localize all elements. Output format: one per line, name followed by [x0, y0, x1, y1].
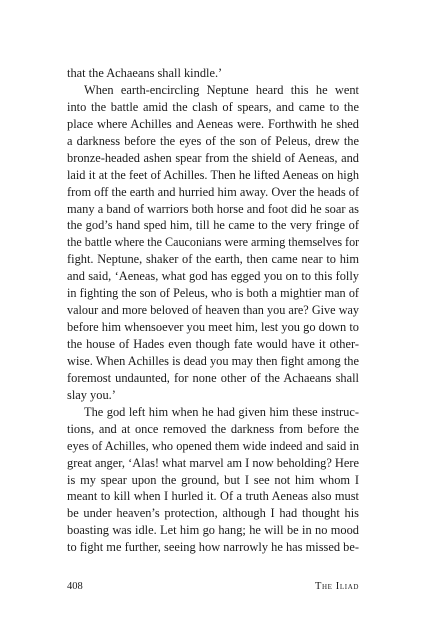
text-line: from off the earth and hurried him away. Over the heads of [67, 184, 359, 199]
text-line: When earth-encircling Neptune heard this he went [84, 82, 359, 97]
text-line: in fighting the son of Peleus, who is both a mightier man of [67, 286, 359, 301]
text-line: laid it at the feet of Achilles. Then he lifted Aeneas on high [67, 167, 359, 182]
text-line: valour and more beloved of heaven than you are? Give way [67, 303, 359, 318]
text-line: eyes of Achilles, who opened them wide indeed and said in [67, 438, 359, 453]
text-line: and said, ‘Aeneas, what god has egged you on to this folly [67, 269, 359, 284]
text-line: great anger, ‘Alas! what marvel am I now beholding? Here [67, 455, 359, 470]
text-line: be under heaven’s protection, although I had thought his [67, 506, 359, 521]
text-line: before him whensoever you meet him, lest you go down to [67, 320, 359, 335]
text-line: meant to kill when I hurled it. Of a truth Aeneas also must [67, 489, 359, 504]
text-line: wise. When Achilles is dead you may then fight among the [67, 353, 359, 368]
text-line: tions, and at once removed the darkness from before the [67, 421, 359, 436]
text-line: slay you.’ [67, 387, 116, 402]
text-line: place where Achilles and Aeneas were. Forthwith he shed [67, 116, 359, 131]
page-number: 408 [67, 581, 83, 592]
text-line: foremost undaunted, for none other of the Achaeans shall [67, 370, 359, 385]
text-line: the battle where the Cauconians were arming themselves for [67, 235, 359, 250]
text-line: The god left him when he had given him these instruc- [84, 404, 359, 419]
running-head: The Iliad [315, 581, 359, 592]
text-line: into the battle amid the clash of spears, and came to the [67, 99, 359, 114]
text-line: fight. Neptune, shaker of the earth, then came near to him [67, 252, 359, 267]
text-line: a darkness before the eyes of the son of Peleus, drew the [67, 133, 359, 148]
text-line: to fight me further, seeing how narrowly he has missed be- [67, 540, 359, 555]
text-line: boasting was idle. Let him go hang; he will be in no mood [67, 523, 359, 538]
text-line: the house of Hades even though fate would have it other- [67, 337, 359, 351]
text-line: bronze-headed ashen spear from the shield of Aeneas, and [67, 150, 359, 165]
text-line: the god’s hand sped him, till he came to the very fringe of [67, 218, 359, 233]
text-line: many a band of warriors both horse and foot did he soar as [67, 201, 359, 216]
text-line: is my spear upon the ground, but I see not him whom I [67, 472, 359, 487]
text-line: that the Achaeans shall kindle.’ [67, 66, 223, 80]
body-text [67, 65, 359, 556]
